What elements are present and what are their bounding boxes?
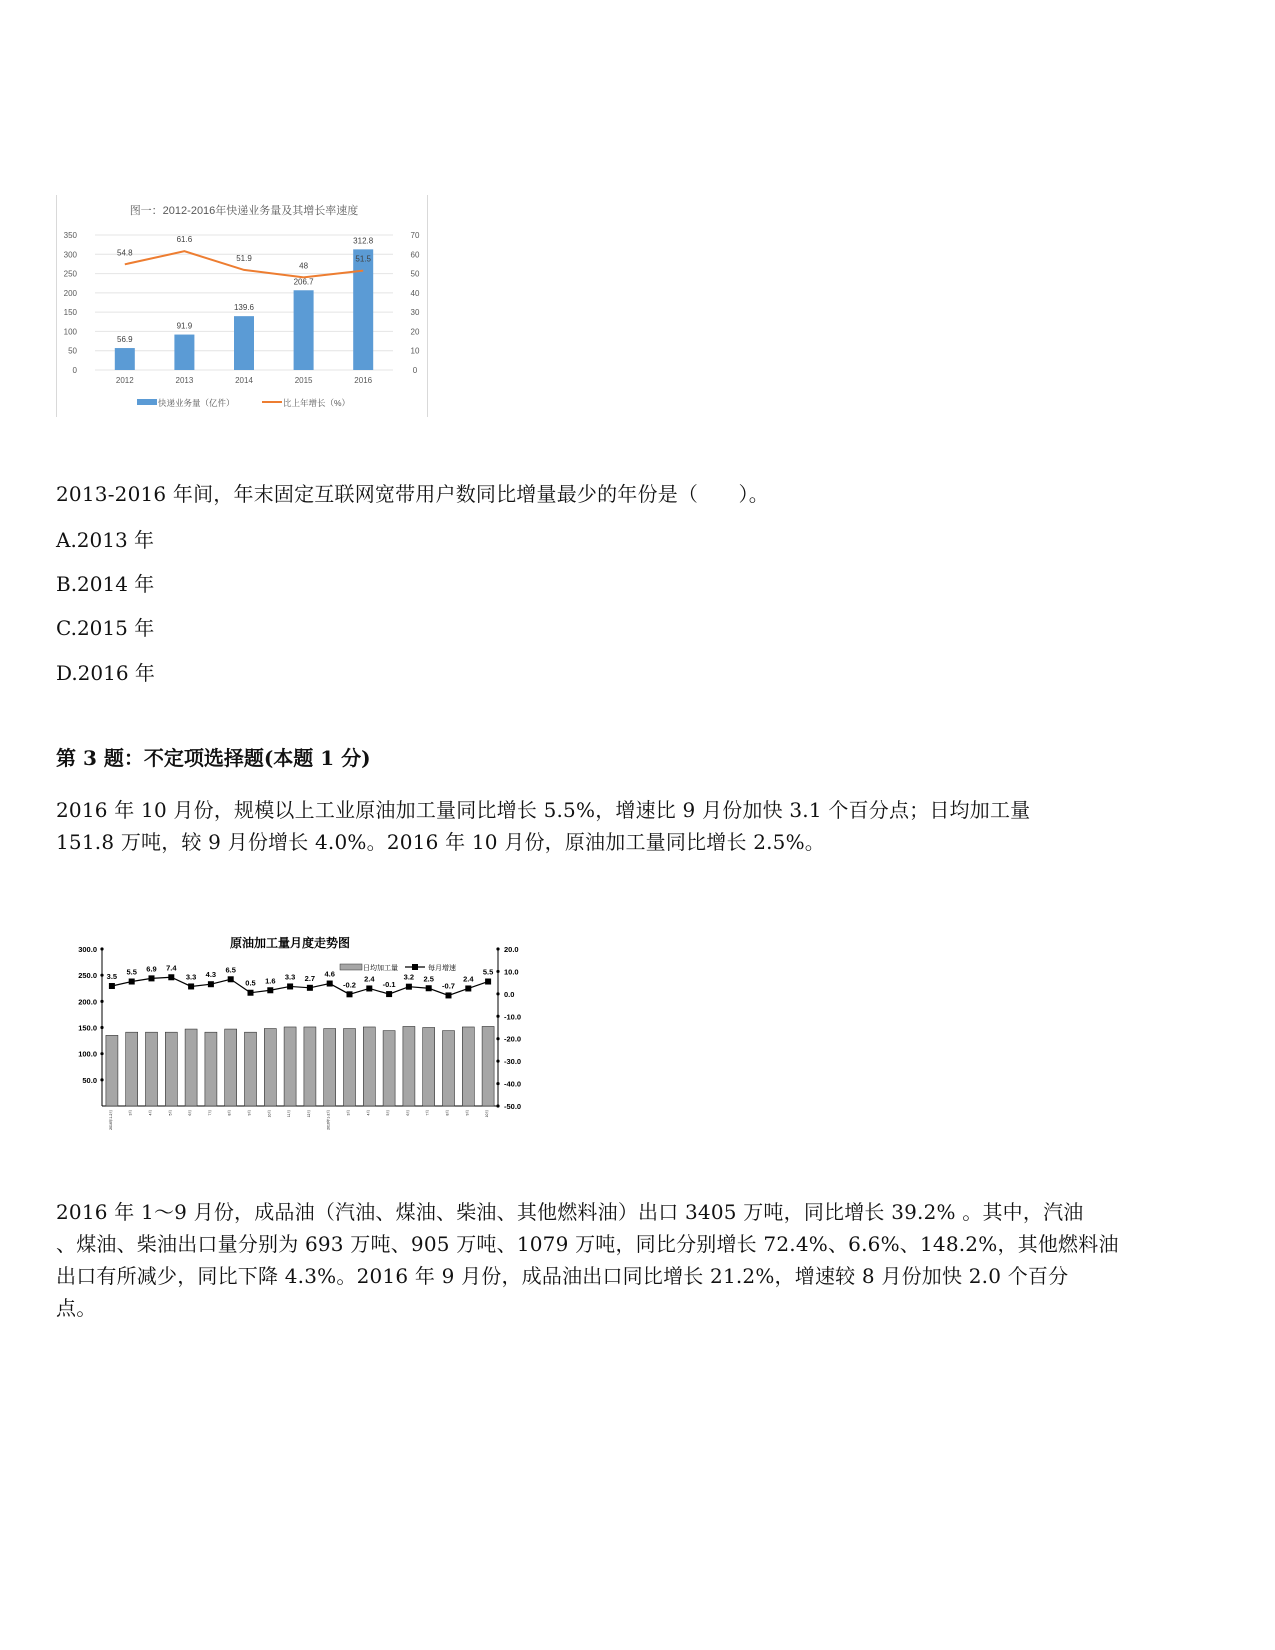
chart2-xtick: 9月 bbox=[465, 1110, 470, 1116]
chart2-line-label: 3.3 bbox=[284, 972, 296, 982]
chart2-line-label: 3.5 bbox=[106, 972, 118, 982]
chart2-bar bbox=[383, 1031, 395, 1106]
chart1-xtick: 2015 bbox=[294, 376, 313, 385]
chart1-ytick-left: 350 bbox=[63, 231, 77, 240]
chart2-bar bbox=[462, 1027, 474, 1106]
option-d: D.2016 年 bbox=[56, 661, 155, 685]
chart1-legend-line-label: 比上年增长（%） bbox=[283, 398, 351, 408]
chart2-line-marker bbox=[168, 974, 174, 980]
chart2-xtick: 7月 bbox=[425, 1110, 430, 1116]
chart1-line-label: 51.5 bbox=[355, 254, 371, 264]
chart2-bar bbox=[126, 1032, 138, 1106]
chart2-line-label: 6.5 bbox=[225, 965, 236, 975]
chart2-bar bbox=[324, 1029, 336, 1106]
chart2-line-marker bbox=[129, 979, 135, 985]
chart2-line-marker bbox=[188, 983, 194, 989]
chart2-xtick: 8月 bbox=[445, 1110, 450, 1116]
chart2-bar bbox=[185, 1029, 197, 1106]
chart2-bar bbox=[403, 1026, 415, 1106]
chart2-line-label: 6.9 bbox=[146, 964, 157, 974]
chart2-ytick-right: 10.0 bbox=[504, 967, 519, 977]
section3-para1-line1: 2016 年 10 月份，规模以上工业原油加工量同比增长 5.5%，增速比 9 月份加快 3.1 个百分点；日均加工量 bbox=[56, 798, 1031, 822]
chart1-ytick-left: 0 bbox=[72, 366, 77, 375]
chart2-line-label: 2.5 bbox=[423, 974, 434, 984]
chart2-xtick: 5月 bbox=[386, 1110, 391, 1116]
chart1-ytick-right: 60 bbox=[410, 250, 420, 260]
chart2-line-label: 3.2 bbox=[403, 972, 415, 982]
chart2-legend-bar-label: 日均加工量 bbox=[363, 965, 398, 972]
chart2-bar bbox=[106, 1035, 118, 1106]
chart2-legend-bar-swatch bbox=[340, 964, 362, 970]
chart2-line-marker bbox=[446, 992, 452, 998]
chart2-ytick-right: -10.0 bbox=[504, 1012, 522, 1022]
chart1-ytick-left: 250 bbox=[63, 269, 77, 279]
chart2-xtick: 5月 bbox=[168, 1110, 173, 1116]
chart2-ytick-right: 0.0 bbox=[504, 989, 515, 999]
chart2-xtick: 11月 bbox=[287, 1110, 292, 1118]
chart2-ytick-left: 100.0 bbox=[78, 1049, 97, 1059]
chart-crude-oil bbox=[70, 930, 535, 1130]
chart1-bar bbox=[115, 348, 135, 370]
chart2-bar bbox=[165, 1032, 177, 1106]
chart2-ytick-right-dot bbox=[496, 947, 499, 950]
chart2-line-marker bbox=[267, 987, 273, 993]
chart2-ytick-right-dot bbox=[496, 1104, 499, 1107]
chart1-bar-label: 91.9 bbox=[176, 321, 193, 331]
chart2-line-marker bbox=[465, 985, 471, 991]
chart2-ytick-left: 250.0 bbox=[78, 971, 97, 981]
chart2-line-label: -0.7 bbox=[442, 981, 455, 991]
chart1-bar-label: 139.6 bbox=[233, 303, 255, 313]
chart2-bar bbox=[443, 1031, 455, 1106]
chart2-line-marker bbox=[228, 976, 234, 982]
chart2-line-label: 3.3 bbox=[185, 972, 197, 982]
chart2-ytick-right-dot bbox=[496, 992, 499, 995]
chart2-xtick: 7月 bbox=[207, 1110, 212, 1116]
chart1-ytick-left: 300 bbox=[63, 250, 77, 260]
chart2-ytick-right: -30.0 bbox=[504, 1057, 522, 1067]
chart2-bar bbox=[423, 1028, 435, 1107]
chart1-ytick-left: 150 bbox=[63, 308, 77, 318]
chart2-ytick-left: 50.0 bbox=[82, 1075, 97, 1085]
section3-para1-line2: 151.8 万吨，较 9 月份增长 4.0%。2016 年 10 月份，原油加工量同比增长 2.5%。 bbox=[56, 830, 826, 854]
chart1-xtick: 2012 bbox=[115, 376, 134, 385]
chart2-line-label: 4.3 bbox=[205, 970, 217, 980]
chart2-line-label: 2.4 bbox=[364, 974, 375, 984]
chart2-bar bbox=[284, 1027, 296, 1106]
chart2-bar bbox=[225, 1029, 237, 1106]
chart2-ytick-right: 20.0 bbox=[504, 945, 519, 954]
section3-heading: 第 3 题：不定项选择题(本题 1 分) bbox=[56, 746, 371, 770]
chart1-line-label: 51.9 bbox=[236, 253, 252, 263]
chart1-line-label: 48 bbox=[299, 261, 309, 271]
section3-para2-line2: 、煤油、柴油出口量分别为 693 万吨、905 万吨、1079 万吨，同比分别增长 72.4%、6.6%、148.2%，其他燃料油 bbox=[56, 1232, 1119, 1256]
chart1-ytick-right: 50 bbox=[410, 269, 420, 279]
chart1-bar-label: 312.8 bbox=[353, 236, 374, 246]
chart2-legend-line-label: 每月增速 bbox=[428, 965, 456, 972]
chart2-bar bbox=[245, 1032, 257, 1106]
chart2-line-marker bbox=[386, 991, 392, 997]
chart1-bar bbox=[174, 335, 194, 370]
question-stem: 2013-2016 年间，年末固定互联网宽带用户数同比增量最少的年份是（ ）。 bbox=[56, 482, 769, 506]
chart2-ytick-left-dot bbox=[100, 974, 103, 977]
chart2-bar bbox=[304, 1027, 316, 1106]
section3-para2-line3: 出口有所减少，同比下降 4.3%。2016 年 9 月份，成品油出口同比增长 21.2%，增速较 8 月份加快 2.0 个百分 bbox=[56, 1264, 1069, 1288]
chart1-ytick-right: 0 bbox=[412, 366, 418, 375]
chart2-xtick: 4月 bbox=[148, 1110, 153, 1116]
chart2-line-marker bbox=[426, 985, 432, 991]
chart-express-volume bbox=[56, 195, 428, 417]
chart2-ytick-left-dot bbox=[100, 1078, 103, 1081]
chart1-bar bbox=[353, 249, 373, 370]
option-a: A.2013 年 bbox=[56, 528, 155, 552]
chart2-ytick-right: -50.0 bbox=[504, 1102, 522, 1111]
chart2-ytick-left: 300.0 bbox=[78, 945, 97, 954]
chart2-xtick: 6月 bbox=[188, 1110, 193, 1116]
chart2-xtick: 4月 bbox=[366, 1110, 371, 1116]
chart2-line-marker bbox=[366, 985, 372, 991]
chart2-line-marker bbox=[485, 979, 491, 985]
chart1-line-label: 61.6 bbox=[176, 235, 193, 245]
chart1-title: 图一：2012-2016年快递业务量及其增长率速度 bbox=[129, 205, 359, 217]
chart2-line-label: 1.6 bbox=[265, 976, 276, 986]
chart2-xtick: 10月 bbox=[485, 1110, 490, 1118]
chart1-svg bbox=[57, 195, 427, 417]
chart2-line-label: 4.6 bbox=[324, 969, 335, 979]
chart1-bar bbox=[234, 316, 254, 370]
chart1-xtick: 2016 bbox=[354, 376, 373, 385]
chart2-ytick-right-dot bbox=[496, 1060, 499, 1063]
chart2-line-marker bbox=[307, 985, 313, 991]
chart2-line-label: 5.5 bbox=[482, 967, 494, 977]
chart2-ytick-right: -40.0 bbox=[504, 1079, 522, 1089]
chart2-line-marker bbox=[347, 991, 353, 997]
chart2-xtick: 12月 bbox=[306, 1110, 311, 1118]
chart1-ytick-left: 50 bbox=[68, 346, 77, 356]
chart2-ytick-left-dot bbox=[100, 947, 103, 950]
chart2-ytick-left: 150.0 bbox=[78, 1023, 97, 1033]
option-c: C.2015 年 bbox=[56, 616, 155, 640]
chart2-line-label: -0.1 bbox=[382, 980, 396, 990]
chart1-ytick-left: 200 bbox=[63, 288, 77, 298]
chart2-bar bbox=[205, 1032, 217, 1106]
chart2-ytick-left-dot bbox=[100, 1000, 103, 1003]
chart2-bar bbox=[344, 1029, 356, 1106]
chart1-bar bbox=[294, 290, 314, 370]
chart2-ytick-right-dot bbox=[496, 1015, 499, 1018]
section3-para2-line1: 2016 年 1～9 月份，成品油（汽油、煤油、柴油、其他燃料油）出口 3405 万吨，同比增长 39.2% 。其中，汽油 bbox=[56, 1200, 1084, 1224]
chart1-ytick-left: 100 bbox=[63, 327, 77, 337]
chart1-bar-label: 206.7 bbox=[293, 277, 314, 287]
chart2-bar bbox=[363, 1027, 375, 1106]
chart2-ytick-right-dot bbox=[496, 1082, 499, 1085]
chart2-xtick: 2016年1-2月 bbox=[108, 1110, 113, 1130]
option-b: B.2014 年 bbox=[56, 572, 155, 596]
chart2-legend-line-marker bbox=[412, 964, 418, 970]
chart1-legend-bar-swatch bbox=[137, 399, 157, 405]
chart2-line-label: -0.2 bbox=[343, 980, 356, 990]
chart1-ytick-right: 40 bbox=[410, 288, 420, 298]
chart1-bar-label: 56.9 bbox=[117, 335, 133, 345]
chart2-title: 原油加工量月度走势图 bbox=[229, 936, 351, 950]
chart1-legend-bar-label: 快递业务量（亿件） bbox=[158, 398, 235, 408]
chart1-ytick-right: 30 bbox=[410, 308, 420, 318]
chart1-ytick-right: 70 bbox=[410, 231, 420, 240]
chart2-ytick-left-dot bbox=[100, 1026, 103, 1029]
section3-para2-line4: 点。 bbox=[56, 1296, 97, 1320]
chart1-line-label: 54.8 bbox=[117, 248, 133, 258]
chart2-bar bbox=[264, 1029, 276, 1106]
chart2-ytick-right-dot bbox=[496, 1037, 499, 1040]
chart2-ytick-right: -20.0 bbox=[504, 1034, 522, 1044]
chart2-xtick: 6月 bbox=[405, 1110, 410, 1116]
chart2-line-label: 7.4 bbox=[166, 963, 177, 973]
chart1-xtick: 2013 bbox=[175, 376, 194, 385]
chart2-line-marker bbox=[208, 981, 214, 987]
chart2-line-label: 2.7 bbox=[304, 973, 316, 983]
chart2-line-marker bbox=[327, 981, 333, 987]
chart2-ytick-right-dot bbox=[496, 970, 499, 973]
chart1-xtick: 2014 bbox=[235, 376, 253, 385]
chart2-line-marker bbox=[149, 975, 155, 981]
chart2-line-label: 5.5 bbox=[126, 967, 137, 977]
chart2-line-label: 0.5 bbox=[245, 978, 256, 988]
chart2-bar bbox=[146, 1032, 158, 1106]
chart1-ytick-right: 10 bbox=[410, 346, 420, 356]
chart2-line-marker bbox=[287, 983, 293, 989]
chart2-xtick: 9月 bbox=[247, 1110, 252, 1116]
chart2-xtick: 3月 bbox=[346, 1110, 351, 1116]
chart2-bar bbox=[482, 1026, 494, 1106]
chart2-line-marker bbox=[406, 984, 412, 990]
chart2-line-marker bbox=[109, 983, 115, 989]
chart1-ytick-right: 20 bbox=[410, 327, 420, 337]
chart2-line-marker bbox=[248, 990, 254, 996]
chart2-line-label: 2.4 bbox=[463, 974, 474, 984]
chart2-ytick-left: 200.0 bbox=[78, 997, 97, 1007]
chart2-svg bbox=[70, 930, 535, 1130]
chart2-xtick: 8月 bbox=[227, 1110, 232, 1116]
chart2-xtick: 2016年1-2月 bbox=[326, 1110, 331, 1130]
chart2-xtick: 3月 bbox=[128, 1110, 133, 1116]
chart2-ytick-left-dot bbox=[100, 1052, 103, 1055]
chart2-xtick: 10月 bbox=[267, 1110, 272, 1118]
